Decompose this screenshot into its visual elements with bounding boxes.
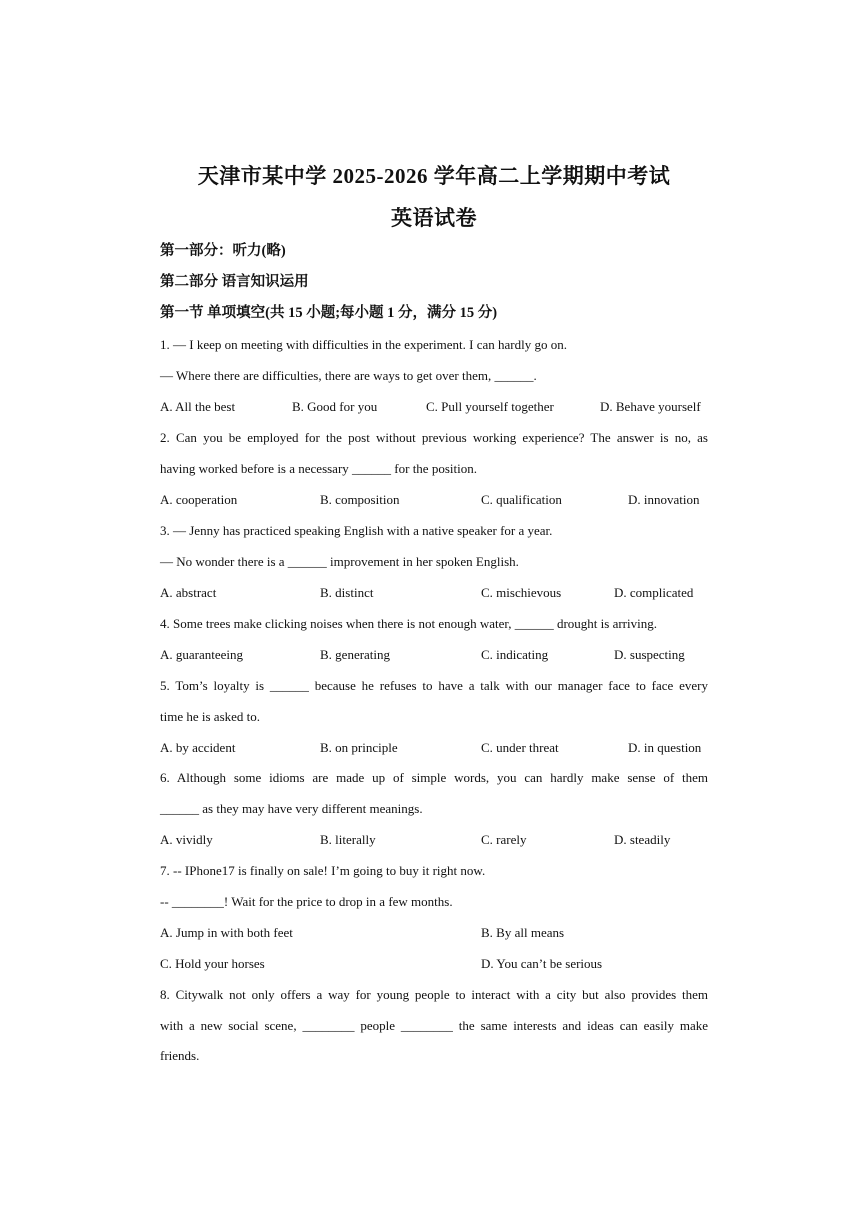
- q6-option-b: B. literally: [320, 832, 376, 847]
- q2-line1: 2. Can you be employed for the post without previous working experience? The answer is no, as: [160, 430, 708, 445]
- q8-line2: with a new social scene, ________ people ________ the same interests and ideas can easily make: [160, 1018, 708, 1033]
- q5-option-d: D. in question: [628, 740, 702, 755]
- q5-option-b: B. on principle: [320, 740, 398, 755]
- q1-option-b: B. Good for you: [292, 399, 378, 414]
- q3-option-c: C. mischievous: [481, 585, 562, 600]
- q5-line2: time he is asked to.: [160, 709, 261, 724]
- q2-option-a: A. cooperation: [160, 492, 238, 507]
- q1-option-a: A. All the best: [160, 399, 236, 414]
- q2-option-d: D. innovation: [628, 492, 700, 507]
- q4-option-d: D. suspecting: [614, 647, 685, 662]
- q7-options-row1: [160, 924, 708, 942]
- q4-options: [160, 646, 708, 664]
- q3-line1: 3. — Jenny has practiced speaking English with a native speaker for a year.: [160, 523, 553, 538]
- q2-options: [160, 491, 708, 509]
- q2-option-c: C. qualification: [481, 492, 562, 507]
- q3-option-b: B. distinct: [320, 585, 374, 600]
- q1-option-d: D. Behave yourself: [600, 399, 701, 414]
- q8-line3: friends.: [160, 1048, 200, 1063]
- q6-options: [160, 831, 708, 849]
- q7-options-row2: [160, 955, 708, 973]
- q4-option-c: C. indicating: [481, 647, 549, 662]
- q6-option-a: A. vividly: [160, 832, 213, 847]
- q4-line1: 4. Some trees make clicking noises when there is not enough water, ______ drought is arriving.: [160, 616, 657, 631]
- q6-option-d: D. steadily: [614, 832, 671, 847]
- q1-options: [160, 398, 708, 416]
- exam-title: 天津市某中学 2025-2026 学年高二上学期期中考试: [197, 164, 671, 188]
- q7-line1: 7. -- IPhone17 is finally on sale! I’m going to buy it right now.: [160, 863, 486, 878]
- q5-option-c: C. under threat: [481, 740, 559, 755]
- q7-option-c: C. Hold your horses: [160, 956, 265, 971]
- q6-line2: ______ as they may have very different meanings.: [160, 801, 423, 816]
- q3-option-a: A. abstract: [160, 585, 217, 600]
- q8-line1: 8. Citywalk not only offers a way for young people to interact with a city but also provides them: [160, 987, 708, 1002]
- part1-heading: 第一部分：听力(略): [160, 243, 286, 259]
- q4-option-b: B. generating: [320, 647, 391, 662]
- q3-line2: — No wonder there is a ______ improvement in her spoken English.: [160, 554, 519, 569]
- q6-option-c: C. rarely: [481, 832, 527, 847]
- section1-heading: 第一节 单项填空(共 15 小题;每小题 1 分，满分 15 分): [160, 305, 498, 321]
- q7-line2: -- ________! Wait for the price to drop in a few months.: [160, 894, 453, 909]
- part2-heading: 第二部分 语言知识运用: [160, 274, 309, 290]
- q3-options: [160, 584, 708, 602]
- q2-option-b: B. composition: [320, 492, 400, 507]
- q7-option-a: A. Jump in with both feet: [160, 925, 293, 940]
- q5-line1: 5. Tom’s loyalty is ______ because he refuses to have a talk with our manager face to face every: [160, 678, 708, 693]
- exam-subtitle: 英语试卷: [391, 206, 477, 230]
- q1-option-c: C. Pull yourself together: [426, 399, 554, 414]
- q7-option-d: D. You can’t be serious: [481, 956, 603, 971]
- q1-line1: 1. — I keep on meeting with difficulties in the experiment. I can hardly go on.: [160, 337, 567, 352]
- q1-line2: — Where there are difficulties, there are ways to get over them, ______.: [160, 368, 537, 383]
- q4-option-a: A. guaranteeing: [160, 647, 244, 662]
- q5-option-a: A. by accident: [160, 740, 236, 755]
- q6-line1: 6. Although some idioms are made up of simple words, you can hardly make sense of them: [160, 770, 708, 785]
- q5-options: [160, 739, 708, 757]
- q2-line2: having worked before is a necessary ______ for the position.: [160, 461, 477, 476]
- q7-option-b: B. By all means: [481, 925, 565, 940]
- q3-option-d: D. complicated: [614, 585, 694, 600]
